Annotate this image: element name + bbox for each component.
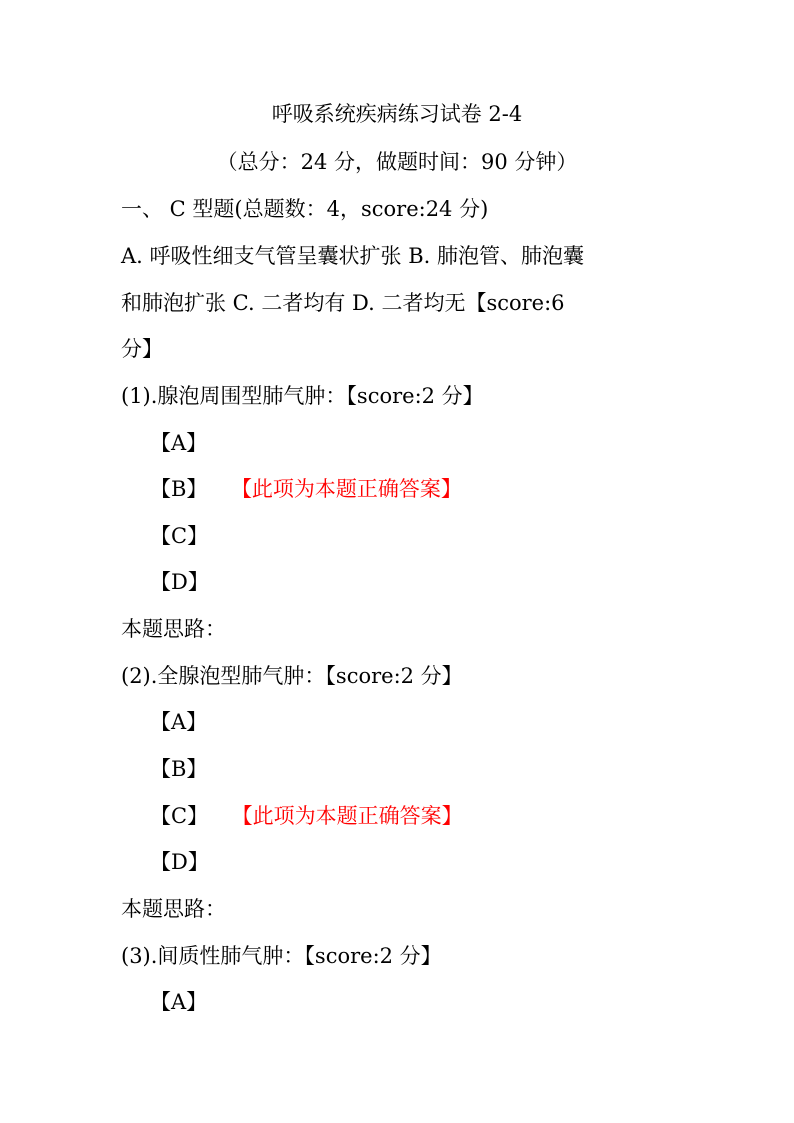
- option-label: 【B】: [150, 477, 208, 501]
- correct-answer-note: 【此项为本题正确答案】: [242, 804, 463, 828]
- question-1-option-b: [150, 473, 462, 503]
- question-1-option-d: 【D】: [150, 570, 209, 594]
- shared-options-line-2: 和肺泡扩张 C. 二者均有 D. 二者均无【score:6: [121, 291, 565, 315]
- option-label: 【C】: [150, 804, 209, 828]
- question-2-option-a: 【A】: [150, 710, 208, 734]
- question-2-option-b: 【B】: [150, 757, 208, 781]
- question-1-stem: (1).腺泡周围型肺气肿：【score:2 分】: [121, 384, 484, 408]
- question-2-option-c: [150, 800, 463, 830]
- exam-subtitle: （总分：24 分，做题时间：90 分钟）: [216, 150, 578, 174]
- question-3-option-a: 【A】: [150, 990, 208, 1014]
- shared-options-line-1: A. 呼吸性细支气管呈囊状扩张 B. 肺泡管、肺泡囊: [121, 244, 584, 268]
- question-3-stem: (3).间质性肺气肿：【score:2 分】: [121, 944, 442, 968]
- question-2-option-d: 【D】: [150, 850, 209, 874]
- correct-answer-note: 【此项为本题正确答案】: [241, 477, 462, 501]
- question-2-analysis: 本题思路：: [121, 897, 226, 921]
- section-heading: 一、 C 型题(总题数：4，score:24 分): [121, 197, 489, 221]
- page-title: 呼吸系统疾病练习试卷 2-4: [271, 102, 523, 126]
- question-1-analysis: 本题思路：: [121, 617, 226, 641]
- question-1-option-a: 【A】: [150, 431, 208, 455]
- shared-options-line-3: 分】: [121, 337, 163, 361]
- question-2-stem: (2).全腺泡型肺气肿：【score:2 分】: [121, 664, 463, 688]
- question-1-option-c: 【C】: [150, 524, 209, 548]
